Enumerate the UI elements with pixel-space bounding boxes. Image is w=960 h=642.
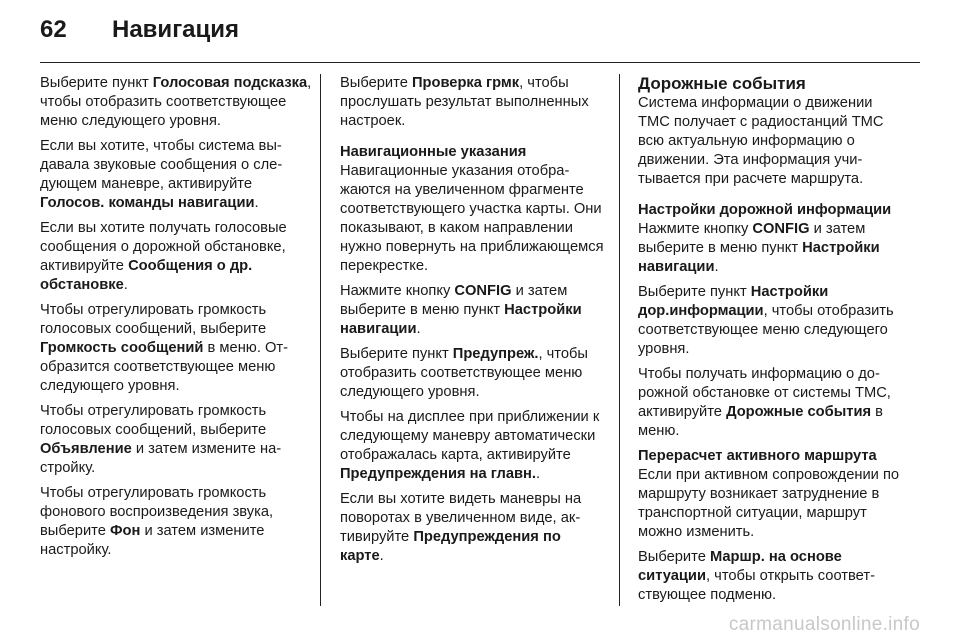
- menu-item-term: Предупреж.: [452, 346, 539, 362]
- watermark: carmanualsonline.info: [728, 614, 920, 635]
- paragraph: Если вы хотите, чтобы система выдавала звуковые сообщения о следующем маневре, активируйте Голосов. команды навигации.: [40, 138, 283, 211]
- button-term: CONFIG: [454, 283, 512, 299]
- paragraph: Выберите пункт Предупреж., чтобы отобразить соответствующее меню следующего уровня.: [340, 346, 588, 400]
- subheading-route-recalc: Перерасчет активного маршрута: [638, 448, 877, 464]
- paragraph: Чтобы получать информацию о дорожной обстановке от системы TMC, активируйте Дорожные события в меню.: [638, 366, 891, 439]
- column-divider-1: [320, 74, 321, 606]
- menu-item-term: Дорожные события: [726, 404, 872, 420]
- menu-item-term: Настройки навигации: [638, 240, 880, 275]
- menu-item-term: Проверка грмк: [411, 75, 520, 91]
- menu-item-term: Голосовая подсказка: [152, 75, 308, 91]
- header-rule: [40, 62, 920, 63]
- button-term: CONFIG: [752, 221, 810, 237]
- menu-item-term: Фон: [109, 523, 141, 539]
- column-2: [340, 74, 608, 572]
- menu-item-term: Маршр. на основе ситуации: [638, 549, 842, 584]
- column-divider-2: [619, 74, 620, 606]
- menu-item-term: Объявление: [40, 441, 132, 457]
- paragraph: Система информации о движении TMC получает с радиостанций TMC всю актуальную информацию о движении. Эта информация учитывается при расчете маршрута.: [638, 95, 884, 187]
- menu-item-term: Сообщения о др. обстановке: [40, 258, 253, 293]
- paragraph: Нажмите кнопку CONFIG и затем выберите в меню пункт Настройки навигации.: [340, 283, 582, 337]
- menu-item-term: Громкость сообщений: [40, 340, 204, 356]
- paragraph: Выберите пункт Настройки дор.информации, чтобы отобразить соответствующее меню следующего уровня.: [638, 284, 894, 357]
- menu-item-term: Предупреждения по карте: [340, 529, 561, 564]
- menu-item-term: Настройки навигации: [340, 302, 582, 337]
- paragraph: Выберите Проверка грмк, чтобы прослушать результат выполненных настроек.: [340, 75, 589, 129]
- paragraph: Чтобы отрегулировать громкость голосовых сообщений, выберите Объявление и затем измените настройку.: [40, 403, 282, 476]
- section-heading-traffic-events: Дорожные события: [638, 74, 806, 93]
- subheading-traffic-settings: Настройки дорожной информации: [638, 202, 892, 218]
- column-1: [40, 74, 312, 566]
- paragraph: Навигационные указания отображаются на увеличенном фрагменте соответствующего участка карты. Они показывают, в каком направлении нужно повернуть на приближающемся перекрестке.: [340, 163, 604, 274]
- menu-item-term: Настройки дор.информации: [638, 284, 829, 319]
- paragraph: Выберите Маршр. на основе ситуации, чтобы открыть соответствующее подменю.: [638, 549, 875, 603]
- paragraph: Если вы хотите получать голосовые сообщения о дорожной обстановке, активируйте Сообщения о др. обстановке.: [40, 220, 287, 293]
- menu-item-term: Предупреждения на главн.: [340, 466, 536, 482]
- paragraph: Выберите пункт Голосовая подсказка, чтобы отобразить соответствующее меню следующего уровня.: [40, 75, 312, 129]
- menu-item-term: Голосов. команды навигации: [40, 195, 255, 211]
- page-header: [40, 16, 239, 50]
- paragraph: Чтобы на дисплее при приближении к следующему маневру автоматически отображалась карта, активируйте Предупреждения на главн..: [340, 409, 600, 482]
- paragraph: Если вы хотите видеть маневры на поворотах в увеличенном виде, активируйте Предупреждения по карте.: [340, 491, 582, 564]
- paragraph: Если при активном сопровождении по маршруту возникает затруднение в транспортной ситуации, маршрут можно изменить.: [638, 467, 900, 540]
- paragraph: Нажмите кнопку CONFIG и затем выберите в меню пункт Настройки навигации.: [638, 221, 880, 275]
- paragraph: Чтобы отрегулировать громкость голосовых сообщений, выберите Громкость сообщений в меню. Отобразится соответствующее меню следующего уровня.: [40, 302, 289, 394]
- page-number: 62: [40, 16, 67, 43]
- column-3: [638, 74, 908, 611]
- subheading-navigation-guidance: Навигационные указания: [340, 144, 527, 160]
- paragraph: Чтобы отрегулировать громкость фонового воспроизведения звука, выберите Фон и затем измените настройку.: [40, 485, 274, 558]
- page-title: Навигация: [112, 16, 240, 43]
